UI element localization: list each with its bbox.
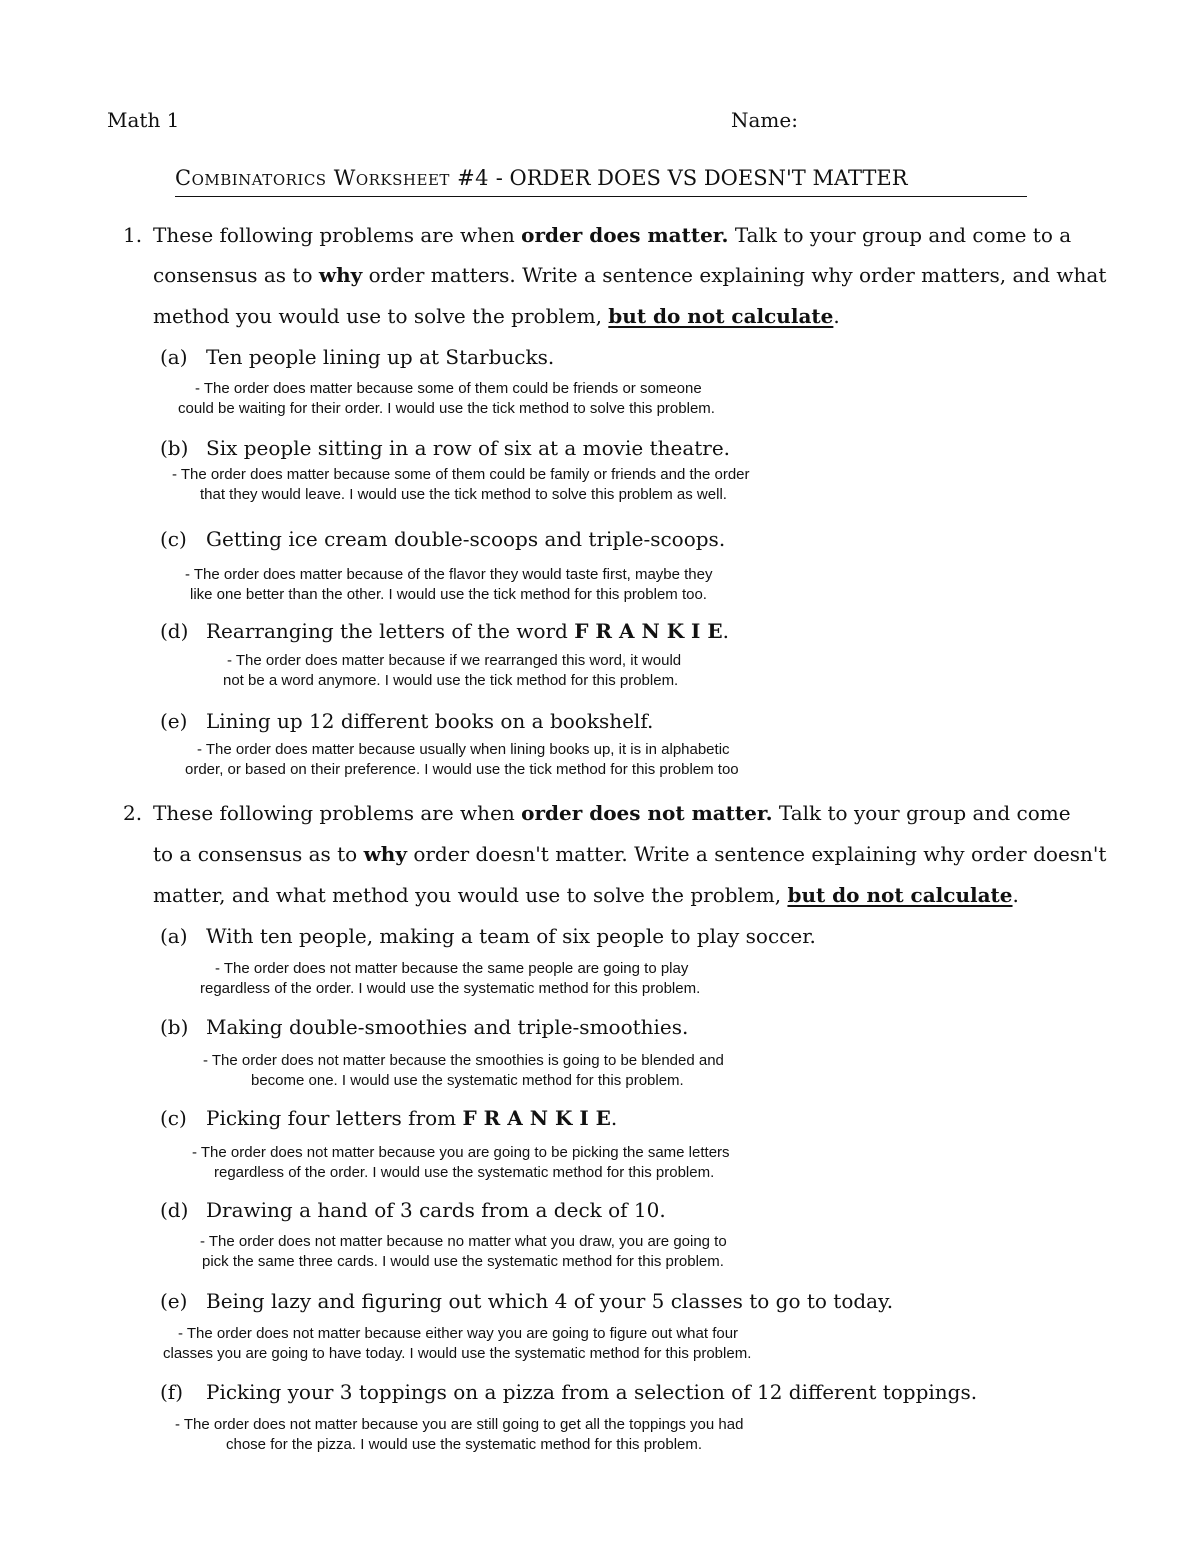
q1-line-1 [123, 223, 1071, 247]
q1-item-b [160, 436, 730, 460]
q2-e-answer-line-2: classes you are going to have today. I would use the systematic method for this problem. [163, 1345, 752, 1362]
q1-line3-text: method you would use to solve the problem, [153, 304, 609, 328]
word-frankie: F R A N K I E [462, 1106, 611, 1130]
item-text: Ten people lining up at Starbucks. [206, 345, 555, 369]
item-text: Getting ice cream double-scoops and triple-scoops. [206, 527, 726, 551]
q2-line3-end: . [1012, 883, 1019, 907]
q1-line2-text: consensus as to [153, 263, 319, 287]
item-label: (c) [160, 527, 187, 551]
item-text: Drawing a hand of 3 cards from a deck of 10. [206, 1198, 666, 1222]
q1-e-answer-line-1: - The order does matter because usually when lining books up, it is in alphabetic [197, 741, 730, 758]
q1-line2-end: order matters. Write a sentence explaining why order matters, and what [362, 263, 1107, 287]
q1-why: why [318, 263, 363, 287]
q1-c-answer-line-1: - The order does matter because of the flavor they would taste first, maybe they [185, 566, 713, 583]
q2-line1-text: These following problems are when [153, 801, 522, 825]
q2-number: 2. [123, 801, 143, 825]
q2-item-d [160, 1198, 666, 1222]
q2-line2-end: order doesn't matter. Write a sentence explaining why order doesn't [406, 842, 1107, 866]
q2-line-1 [123, 801, 1071, 825]
q2-c-answer-line-1: - The order does not matter because you are going to be picking the same letters [192, 1144, 730, 1161]
q1-item-a [160, 345, 554, 369]
q1-line1-end: Talk to your group and come to a [728, 223, 1072, 247]
q2-b-answer-line-2: become one. I would use the systematic method for this problem. [251, 1072, 684, 1089]
q1-d-answer-line-1: - The order does matter because if we rearranged this word, it would [227, 652, 682, 669]
item-label: (a) [160, 345, 188, 369]
item-text-end: . [722, 619, 729, 643]
q2-emphasis: order does not matter. [521, 801, 773, 825]
q1-line1-text: These following problems are when [153, 223, 522, 247]
q1-a-answer-line-2: could be waiting for their order. I would use the tick method to solve this problem. [178, 400, 715, 417]
course-label: Math 1 [107, 108, 180, 132]
item-label: (b) [160, 1015, 189, 1039]
item-text: Rearranging the letters of the word [206, 619, 575, 643]
name-label: Name: [731, 108, 798, 132]
item-label: (e) [160, 709, 188, 733]
q2-item-c [160, 1106, 617, 1130]
q2-item-e [160, 1289, 893, 1313]
q1-number: 1. [123, 223, 143, 247]
q2-line1-end: Talk to your group and come [772, 801, 1071, 825]
q1-item-e [160, 709, 653, 733]
q1-line-2 [153, 263, 1106, 287]
q2-line2-text: to a consensus as to [153, 842, 364, 866]
item-text-end: . [610, 1106, 618, 1130]
title-small-caps: Combinatorics Worksheet #4 [175, 166, 490, 190]
q2-a-answer-line-2: regardless of the order. I would use the systematic method for this problem. [200, 980, 701, 997]
q2-a-answer-line-1: - The order does not matter because the same people are going to play [215, 960, 689, 977]
q2-line-2 [153, 842, 1106, 866]
q1-b-answer-line-2: that they would leave. I would use the tick method to solve this problem as well. [200, 486, 727, 503]
q1-b-answer-line-1: - The order does matter because some of them could be family or friends and the order [172, 466, 750, 483]
item-text: Six people sitting in a row of six at a movie theatre. [206, 436, 731, 460]
q1-d-answer-line-2: not be a word anymore. I would use the tick method for this problem. [223, 672, 679, 689]
item-text: Lining up 12 different books on a bookshelf. [206, 709, 654, 733]
q1-line-3 [153, 304, 840, 328]
q2-line-3 [153, 883, 1019, 907]
item-text: Picking your 3 toppings on a pizza from a selection of 12 different toppings. [206, 1380, 978, 1404]
q2-item-f [160, 1380, 977, 1404]
q2-item-a [160, 924, 816, 948]
item-label: (e) [160, 1289, 188, 1313]
item-label: (b) [160, 436, 189, 460]
item-label: (c) [160, 1106, 187, 1130]
q2-c-answer-line-2: regardless of the order. I would use the systematic method for this problem. [214, 1164, 715, 1181]
q1-emphasis: order does matter. [521, 223, 729, 247]
q2-why: why [363, 842, 407, 866]
item-label: (d) [160, 619, 189, 643]
q2-line3-text: matter, and what method you would use to solve the problem, [153, 883, 788, 907]
item-text: Picking four letters from [206, 1106, 463, 1130]
q1-item-d [160, 619, 729, 643]
q2-e-answer-line-1: - The order does not matter because either way you are going to figure out what four [178, 1325, 739, 1342]
q1-c-answer-line-2: like one better than the other. I would use the tick method for this problem too. [190, 586, 707, 603]
title-underline [175, 196, 1027, 197]
q2-f-answer-line-1: - The order does not matter because you are still going to get all the toppings you had [175, 1416, 744, 1433]
q1-e-answer-line-2: order, or based on their preference. I would use the tick method for this problem too [185, 761, 739, 778]
item-text: With ten people, making a team of six people to play soccer. [206, 924, 816, 948]
q1-line3-end: . [833, 304, 840, 328]
q2-do-not-calculate: but do not calculate [787, 883, 1013, 907]
item-text: Being lazy and figuring out which 4 of your 5 classes to go to today. [206, 1289, 894, 1313]
item-label: (a) [160, 924, 188, 948]
q2-f-answer-line-2: chose for the pizza. I would use the systematic method for this problem. [226, 1436, 703, 1453]
item-label: (d) [160, 1198, 189, 1222]
word-frankie: F R A N K I E [574, 619, 723, 643]
title-rest: - ORDER DOES VS DOESN'T MATTER [489, 166, 908, 190]
q2-d-answer-line-1: - The order does not matter because no matter what you draw, you are going to [200, 1233, 727, 1250]
q1-item-c [160, 527, 725, 551]
worksheet-title [175, 166, 908, 190]
q1-do-not-calculate: but do not calculate [608, 304, 834, 328]
q1-a-answer-line-1: - The order does matter because some of them could be friends or someone [195, 380, 702, 397]
item-text: Making double-smoothies and triple-smoothies. [206, 1015, 689, 1039]
q2-b-answer-line-1: - The order does not matter because the smoothies is going to be blended and [203, 1052, 724, 1069]
q2-d-answer-line-2: pick the same three cards. I would use the systematic method for this problem. [202, 1253, 724, 1270]
item-label: (f) [160, 1380, 184, 1404]
q2-item-b [160, 1015, 688, 1039]
